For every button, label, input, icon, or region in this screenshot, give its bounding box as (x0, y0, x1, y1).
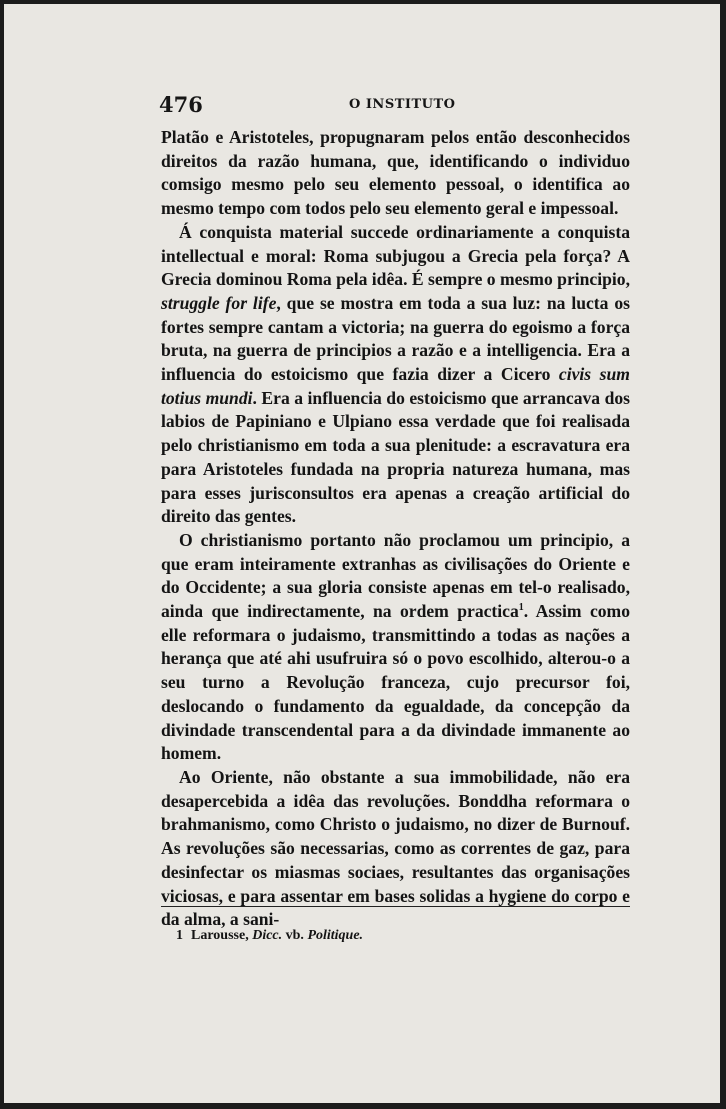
footnote-mark: 1 (176, 928, 183, 943)
text-segment: . Era a influencia do estoicismo que arrancava dos labios de Papiniano e Ulpiano essa verdade que foi realisada pelo christianismo em toda a sua plenitude: a escravatura era para Aristoteles fundada na propria natureza humana, mas para esses jurisconsultos era apenas a creação artificial do direito das gentes. (161, 387, 631, 527)
footnote-reference: 1 (518, 602, 524, 614)
paragraph (161, 529, 630, 766)
text-segment: Ao Oriente, não obstante a sua immobilidade, não era desapercebida a idêa das revoluções. Bonddha reformara o brahmanismo, como Christo o judaismo, no dizer de Burnouf. As revoluções são necessarias, como as correntes de gaz, para desinfectar os miasmas sociaes, resultantes das organisações viciosas, e para assentar em bases solidas a hygiene do corpo e da alma, a sani- (161, 766, 630, 930)
body-text (161, 126, 630, 932)
italic-text: civis sum totius mundi (161, 364, 630, 408)
book-page (4, 4, 720, 1103)
paragraph (161, 126, 630, 221)
paragraph (161, 221, 630, 529)
footnote-entry: Politique. (307, 928, 364, 943)
footnote-author: Larousse, (191, 928, 253, 943)
footnote-source: Dicc. (252, 928, 283, 943)
text-segment: , que se mostra em toda a sua luz: na lucta os fortes sempre cantam a victoria; na guerra do egoismo a força bruta, na guerra de principios a razão e a intelligencia. Era a influencia do estoicismo que fazia dizer a Cicero (161, 292, 630, 385)
page-header (159, 92, 628, 116)
page-number: 476 (159, 92, 203, 117)
footnote-rule (161, 906, 630, 907)
footnote-middle: vb. (282, 928, 308, 943)
text-segment: . Assim como elle reformara o judaismo, transmittindo a todas as nações a herança que até ahi usufruira só o povo escolhido, alterou-o a seu turno a Revolução franceza, cujo precursor foi, deslocando o fundamento da egualdade, da concepção da divindade transcendental para a da divindade immanente ao homem. (161, 601, 631, 764)
text-segment: Platão e Aristoteles, propugnaram pelos então desconhecidos direitos da razão humana, que, identificando o individuo comsigo mesmo pelo seu elemento pessoal, o identifica ao mesmo tempo com todos pelo seu elemento geral e impessoal. (161, 127, 630, 219)
footnote (176, 928, 363, 944)
text-segment: Á conquista material succede ordinariamente a conquista intellectual e moral: Roma subjugou a Grecia pela força? A Grecia dominou Roma pela idêa. É sempre o mesmo principio, (161, 221, 630, 290)
running-head: O INSTITUTO (349, 97, 456, 112)
text-segment: O christianismo portanto não proclamou um principio, a que eram inteiramente extranhas as civilisações do Oriente e do Occidente; a sua gloria consiste apenas em tel-o realisado, ainda que indirectamente, na ordem practica (161, 529, 630, 622)
italic-text: struggle for life (161, 292, 277, 313)
paragraph (161, 766, 630, 932)
